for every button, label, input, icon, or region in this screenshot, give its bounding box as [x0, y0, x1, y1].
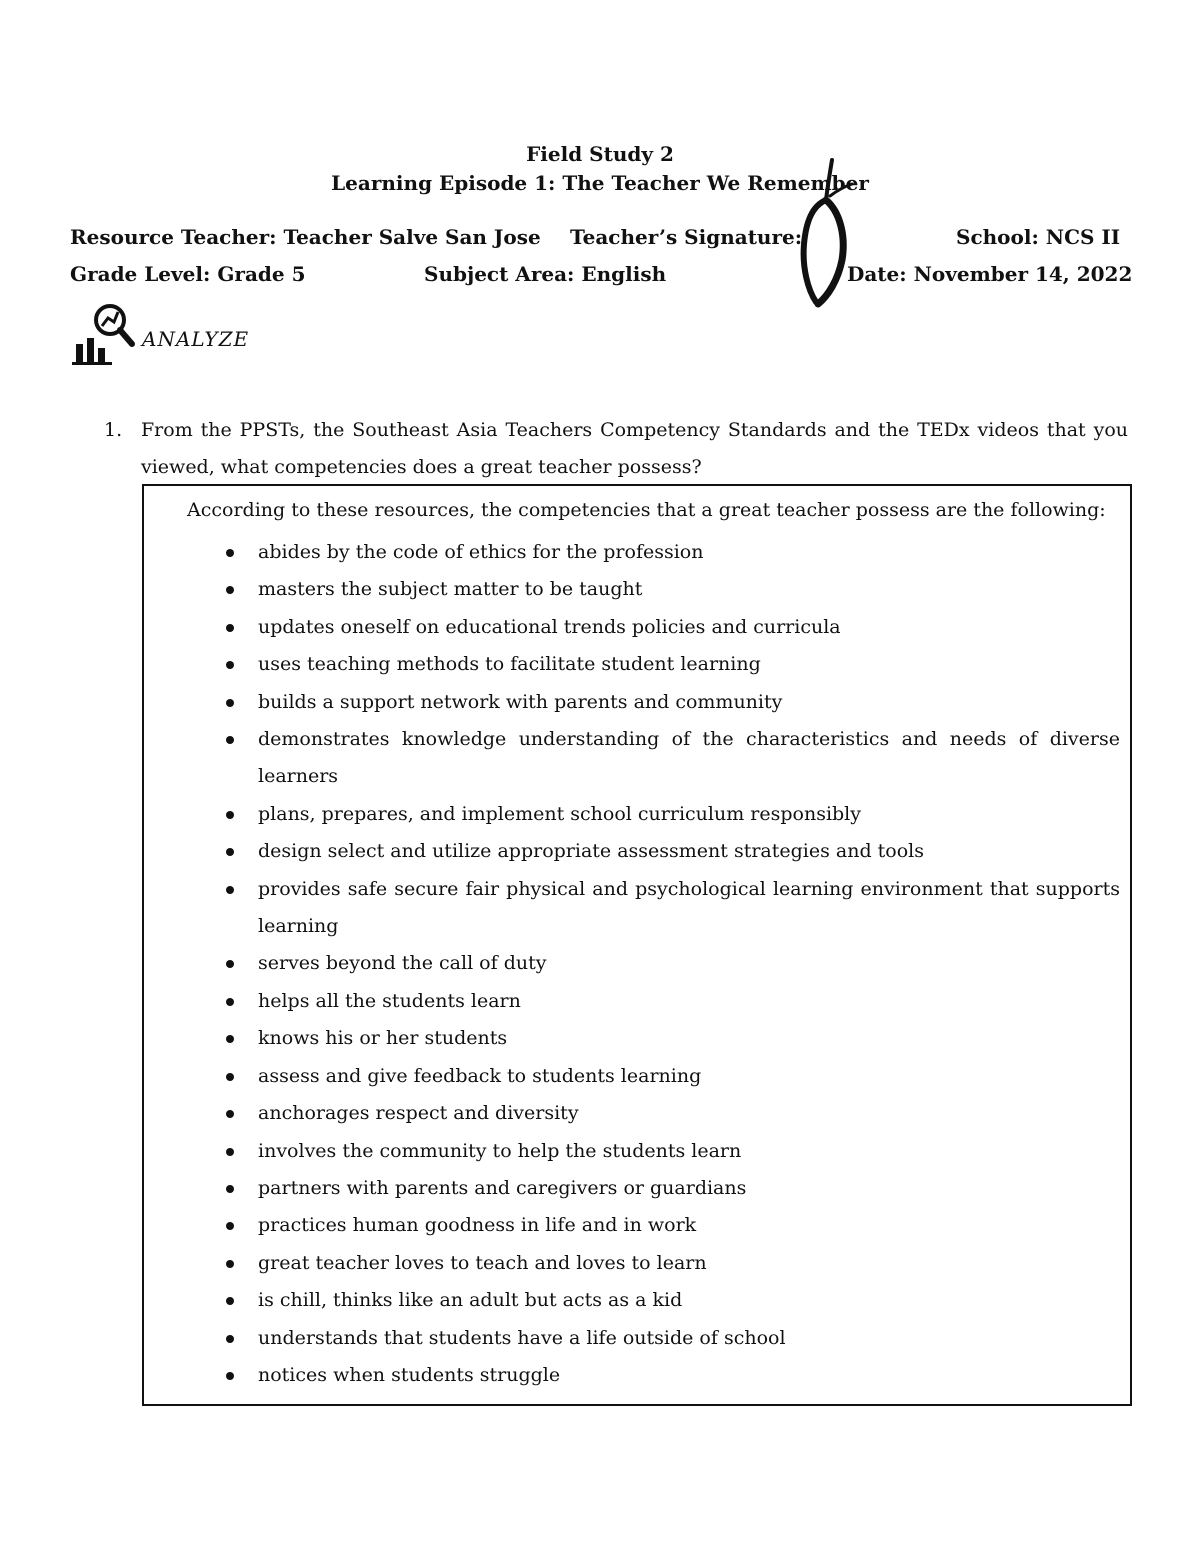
bullet-icon	[226, 1372, 234, 1380]
bullet-icon	[226, 1260, 234, 1268]
info-row-2	[70, 262, 1133, 292]
list-item-text: notices when students struggle	[258, 1363, 561, 1386]
analyze-icon	[70, 300, 136, 366]
info-row-1	[70, 225, 1130, 255]
list-item-text: updates oneself on educational trends policies and curricula	[258, 615, 841, 638]
list-item	[222, 1207, 1120, 1244]
list-item	[222, 571, 1120, 608]
list-item	[222, 646, 1120, 683]
list-item	[222, 721, 1120, 796]
list-item-text: assess and give feedback to students learning	[258, 1064, 702, 1087]
bullet-icon	[226, 661, 234, 669]
list-item	[222, 1320, 1120, 1357]
bullet-icon	[226, 960, 234, 968]
answer-intro: According to these resources, the competencies that a great teacher possess are the following:	[187, 499, 1106, 521]
bullet-icon	[226, 1335, 234, 1343]
signature-label: Teacher’s Signature:	[570, 225, 803, 249]
list-item-text: great teacher loves to teach and loves to learn	[258, 1251, 707, 1274]
list-item-text: uses teaching methods to facilitate student learning	[258, 653, 761, 676]
document-header	[0, 140, 1200, 198]
list-item	[222, 609, 1120, 646]
bullet-icon	[226, 1110, 234, 1118]
question-number: 1.	[104, 419, 123, 441]
bullet-icon	[226, 1148, 234, 1156]
list-item	[222, 1282, 1120, 1319]
document-title: Field Study 2	[526, 142, 674, 166]
bullet-icon	[226, 736, 234, 744]
list-item-text: builds a support network with parents and community	[258, 690, 783, 713]
list-item	[222, 945, 1120, 982]
bullet-icon	[226, 549, 234, 557]
question-text: From the PPSTs, the Southeast Asia Teachers Competency Standards and the TEDx videos that you viewed, what competencies does a great teacher possess?	[141, 419, 1128, 478]
list-item-text: practices human goodness in life and in work	[258, 1214, 697, 1237]
list-item-text: abides by the code of ethics for the profession	[258, 541, 704, 563]
bullet-icon	[226, 624, 234, 632]
list-item-text: understands that students have a life outside of school	[258, 1326, 786, 1349]
list-item	[222, 796, 1120, 833]
list-item	[222, 1095, 1120, 1132]
section-label: ANALYZE	[142, 327, 250, 351]
bullet-icon	[226, 811, 234, 819]
list-item	[222, 1170, 1120, 1207]
bullet-icon	[226, 848, 234, 856]
list-item	[222, 1357, 1120, 1394]
bullet-icon	[226, 1073, 234, 1081]
list-item	[222, 534, 1120, 571]
bullet-icon	[226, 586, 234, 594]
date: Date: November 14, 2022	[847, 262, 1133, 286]
grade-level: Grade Level: Grade 5	[70, 262, 306, 286]
list-item-text: partners with parents and caregivers or guardians	[258, 1176, 747, 1199]
list-item-text: serves beyond the call of duty	[258, 952, 547, 975]
bullet-icon	[226, 998, 234, 1006]
bullet-icon	[226, 1035, 234, 1043]
list-item	[222, 871, 1120, 946]
bullet-icon	[226, 1297, 234, 1305]
list-item	[222, 1133, 1120, 1170]
list-item-text: helps all the students learn	[258, 989, 521, 1012]
list-item-text: provides safe secure fair physical and psychological learning environment that supports learning	[258, 877, 1120, 938]
list-item-text: is chill, thinks like an adult but acts as a kid	[258, 1289, 683, 1312]
handwritten-signature	[786, 156, 866, 312]
bullet-icon	[226, 1222, 234, 1230]
bullet-icon	[226, 699, 234, 707]
list-item-text: masters the subject matter to be taught	[258, 578, 643, 601]
list-item-text: involves the community to help the students learn	[258, 1139, 742, 1162]
subject-area: Subject Area: English	[424, 262, 667, 286]
list-item	[222, 983, 1120, 1020]
list-item	[222, 1020, 1120, 1057]
list-item-text: design select and utilize appropriate assessment strategies and tools	[258, 840, 925, 863]
answer-box	[142, 484, 1132, 1406]
list-item	[222, 1245, 1120, 1282]
school: School: NCS II	[956, 225, 1121, 249]
competency-list	[222, 534, 1120, 1394]
list-item	[222, 1058, 1120, 1095]
resource-teacher: Resource Teacher: Teacher Salve San Jose	[70, 225, 541, 249]
list-item-text: plans, prepares, and implement school curriculum responsibly	[258, 802, 861, 825]
list-item-text: knows his or her students	[258, 1027, 508, 1050]
list-item-text: anchorages respect and diversity	[258, 1102, 579, 1125]
bullet-icon	[226, 1185, 234, 1193]
list-item-text: demonstrates knowledge understanding of the characteristics and needs of diverse learners	[258, 728, 1120, 788]
list-item	[222, 833, 1120, 870]
bullet-icon	[226, 886, 234, 894]
document-subtitle: Learning Episode 1: The Teacher We Remember	[331, 171, 869, 195]
list-item	[222, 684, 1120, 721]
question-1	[104, 412, 1128, 486]
